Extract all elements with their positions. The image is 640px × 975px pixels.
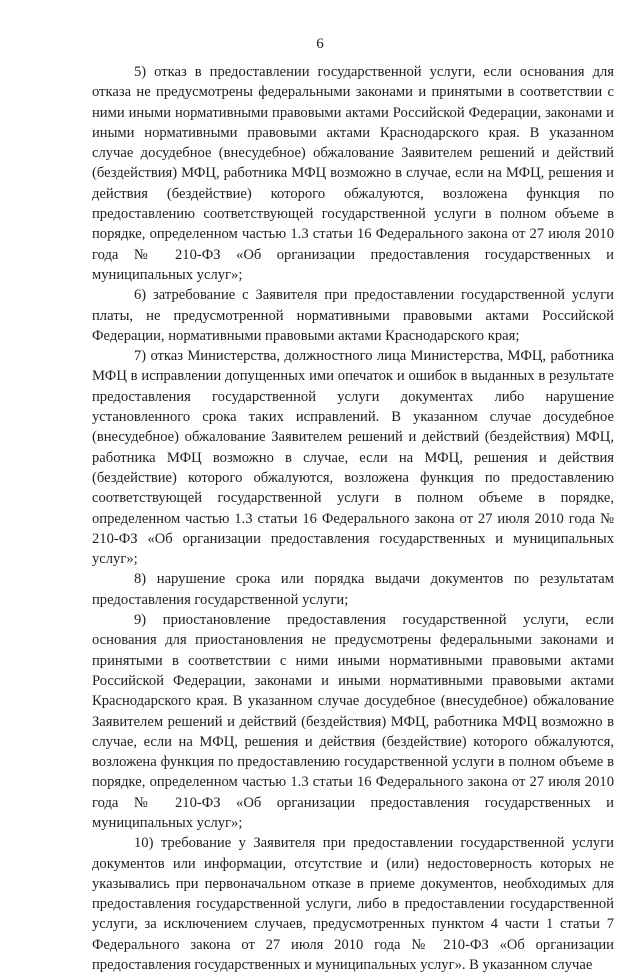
paragraph-item-7: 7) отказ Министерства, должностного лица Министерства, МФЦ, работника МФЦ в исправлении допущенных ими опечаток и ошибок в выданных в результате предоставления государственной услуги документах либо нарушение установленного срока таких исправлений. В указанном случае досудебное (внесудебное) обжалование Заявителем решений и действий (бездействия) МФЦ, работника МФЦ возможно в случае, если на МФЦ, решения и действия (бездействие) которого обжалуются, возложена функция по предоставлению соответствующей государственной услуги в полном объеме в порядке, определенном частью 1.3 статьи 16 Федерального закона от 27 июля 2010 года № 210-ФЗ «Об организации предоставления государственных и муниципальных услуг»; <box>92 348 614 568</box>
page-number: 6 <box>316 36 324 52</box>
document-body <box>92 62 614 975</box>
paragraph-item-9: 9) приостановление предоставления государственной услуги, если основания для приостановления не предусмотрены федеральными законами и принятыми в соответствии с ними иными нормативными правовыми актами Российской Федерации, законами и иными нормативными правовыми актами Краснодарского края. В указанном случае досудебное (внесудебное) обжалование Заявителем решений и действий (бездействия) МФЦ, работника МФЦ возможно в случае, если на МФЦ, решения и действия (бездействие) которого обжалуются, возложена функция по предоставлению государственной услуги в полном объеме в порядке, определенном частью 1.3 статьи 16 Федерального закона от 27 июля 2010 года № 210-ФЗ «Об организации предоставления государственных и муниципальных услуг»; <box>92 612 614 831</box>
paragraph-item-5: 5) отказ в предоставлении государственной услуги, если основания для отказа не предусмотрены федеральными законами и принятыми в соответствии с ними иными нормативными правовыми актами Российской Федерации, законами и иными нормативными правовыми актами Краснодарского края. В указанном случае досудебное (внесудебное) обжалование Заявителем решений и действий (бездействия) МФЦ, работника МФЦ возможно в случае, если на МФЦ, решения и действия (бездействие) которого обжалуются, возложена функция по предоставлению соответствующей государственной услуги в полном объеме в порядке, определенном частью 1.3 статьи 16 Федерального закона от 27 июля 2010 года № 210-ФЗ «Об организации предоставления государственных и муниципальных услуг»; <box>92 64 614 283</box>
paragraph-item-6: 6) затребование с Заявителя при предоставлении государственной услуги платы, не предусмотренной нормативными правовыми актами Российской Федерации, нормативными правовыми актами Краснодарского края; <box>92 287 614 344</box>
paragraph-item-10: 10) требование у Заявителя при предоставлении государственной услуги документов или информации, отсутствие и (или) недостоверность которых не указывались при первоначальном отказе в приеме документов, необходимых для предоставления государственной услуги, либо в предоставлении государственной услуги, за исключением случаев, предусмотренных пунктом 4 части 1 статьи 7 Федерального закона от 27 июля 2010 года № 210-ФЗ «Об организации предоставления государственных и муниципальных услуг». В указанном случае <box>92 835 614 974</box>
paragraph-item-8: 8) нарушение срока или порядка выдачи документов по результатам предоставления государственной услуги; <box>92 571 614 608</box>
